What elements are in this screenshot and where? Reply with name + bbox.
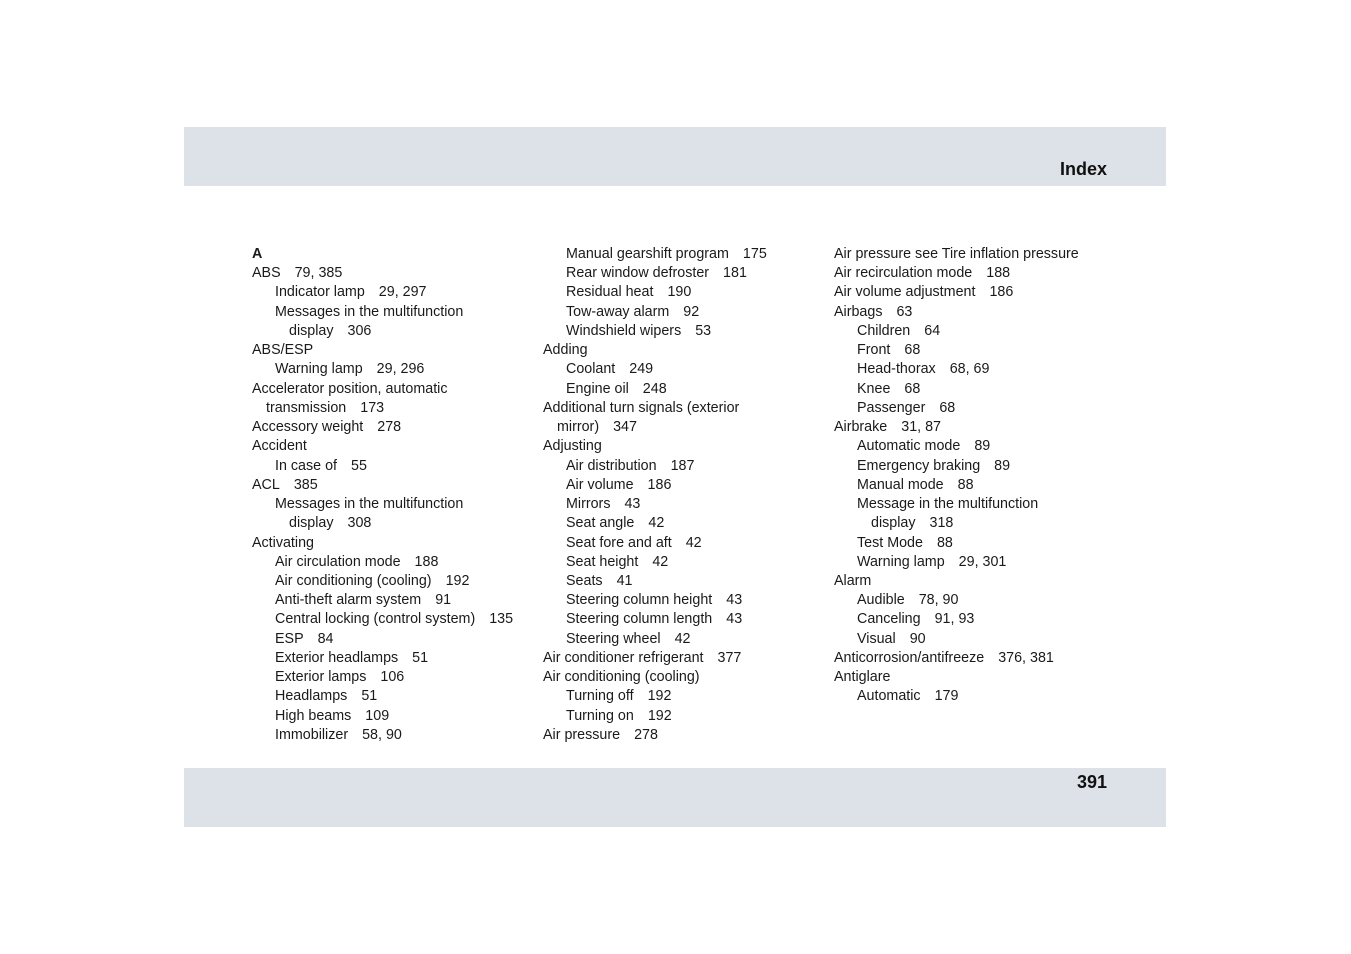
index-term: Air conditioner refrigerant bbox=[543, 649, 704, 666]
index-entry bbox=[543, 437, 767, 456]
index-term: Front bbox=[857, 342, 891, 359]
index-column-2 bbox=[543, 245, 767, 745]
index-page-ref: 190 bbox=[667, 284, 692, 301]
index-entry bbox=[252, 495, 513, 514]
index-entry bbox=[252, 726, 513, 745]
index-term: Rear window defroster bbox=[566, 265, 710, 282]
index-page-ref: 135 bbox=[489, 611, 514, 628]
index-term: Visual bbox=[857, 630, 896, 647]
index-page-ref: 42 bbox=[674, 630, 691, 647]
index-entry bbox=[252, 418, 513, 437]
index-page-ref: 192 bbox=[647, 707, 672, 724]
index-entry bbox=[252, 514, 513, 533]
index-page-ref: 186 bbox=[647, 476, 672, 493]
index-term: display bbox=[871, 515, 916, 532]
index-entry bbox=[543, 553, 767, 572]
index-term: Activating bbox=[252, 534, 314, 551]
index-page-ref: 84 bbox=[317, 630, 334, 647]
index-term: ESP bbox=[275, 630, 304, 647]
index-term: Anti-theft alarm system bbox=[275, 592, 422, 609]
index-entry bbox=[543, 264, 767, 283]
index-column-3 bbox=[834, 245, 1079, 707]
index-page-ref: 192 bbox=[445, 572, 470, 589]
index-term: Exterior headlamps bbox=[275, 649, 399, 666]
index-term: Air pressure bbox=[543, 726, 621, 743]
index-page-ref: 106 bbox=[380, 669, 405, 686]
index-entry bbox=[834, 534, 1079, 553]
index-page-ref: 42 bbox=[652, 553, 669, 570]
index-term: Steering column length bbox=[566, 611, 713, 628]
index-entry bbox=[543, 380, 767, 399]
index-page-ref: 68 bbox=[904, 342, 921, 359]
index-entry bbox=[543, 687, 767, 706]
index-page-ref: 89 bbox=[974, 438, 991, 455]
index-page-ref: 248 bbox=[642, 380, 667, 397]
index-term: display bbox=[289, 515, 334, 532]
index-entry bbox=[543, 610, 767, 629]
index-letter-heading bbox=[252, 245, 513, 264]
index-entry bbox=[834, 630, 1079, 649]
index-entry bbox=[252, 457, 513, 476]
index-term: ABS bbox=[252, 265, 281, 282]
index-term: Accessory weight bbox=[252, 419, 364, 436]
index-page-ref: 89 bbox=[994, 457, 1011, 474]
index-term: Turning on bbox=[566, 707, 634, 724]
index-entry bbox=[252, 707, 513, 726]
index-page-ref: 88 bbox=[936, 534, 953, 551]
index-page-ref: 186 bbox=[989, 284, 1014, 301]
index-entry bbox=[834, 341, 1079, 360]
index-page-ref: 41 bbox=[616, 572, 633, 589]
index-term: Air pressure see Tire inflation pressure bbox=[834, 246, 1079, 262]
index-term: Airbags bbox=[834, 303, 883, 320]
index-term: Seat angle bbox=[566, 515, 635, 532]
index-term: Mirrors bbox=[566, 496, 611, 513]
index-term: mirror) bbox=[557, 419, 600, 436]
index-page-ref: 55 bbox=[351, 457, 367, 474]
index-term: Tow-away alarm bbox=[566, 303, 670, 320]
index-entry bbox=[834, 553, 1079, 572]
index-term: Warning lamp bbox=[275, 361, 363, 378]
index-entry bbox=[543, 534, 767, 553]
index-term: Seat height bbox=[566, 553, 639, 570]
index-term: Air recirculation mode bbox=[834, 265, 973, 282]
index-entry bbox=[543, 341, 767, 360]
index-column-1 bbox=[252, 245, 513, 745]
index-page-ref: 187 bbox=[670, 457, 695, 474]
index-entry bbox=[834, 437, 1079, 456]
index-page-ref: 91 bbox=[435, 592, 452, 609]
index-term: Air distribution bbox=[566, 457, 657, 474]
index-term: Air conditioning (cooling) bbox=[275, 572, 432, 589]
index-entry bbox=[543, 476, 767, 495]
index-page-ref: 249 bbox=[629, 361, 654, 378]
index-page-ref: 188 bbox=[986, 265, 1011, 282]
index-page-ref: 109 bbox=[365, 707, 390, 724]
index-entry bbox=[543, 283, 767, 302]
index-entry bbox=[834, 303, 1079, 322]
index-entry bbox=[834, 668, 1079, 687]
index-page-ref: 51 bbox=[412, 649, 429, 666]
index-page-ref: 42 bbox=[648, 515, 665, 532]
index-page-ref: 31, 87 bbox=[901, 419, 941, 436]
index-page-ref: 377 bbox=[717, 649, 742, 666]
index-entry bbox=[252, 476, 513, 495]
index-term: Children bbox=[857, 322, 911, 339]
index-page-ref: 91, 93 bbox=[934, 611, 975, 628]
index-term: Headlamps bbox=[275, 688, 348, 705]
index-term: High beams bbox=[275, 707, 352, 724]
index-term: Manual gearshift program bbox=[566, 246, 729, 262]
index-term: Manual mode bbox=[857, 476, 944, 493]
index-entry bbox=[252, 668, 513, 687]
index-term: Messages in the multifunction bbox=[275, 303, 464, 320]
index-entry bbox=[834, 264, 1079, 283]
index-term: display bbox=[289, 322, 334, 339]
index-entry bbox=[543, 360, 767, 379]
index-term: Audible bbox=[857, 592, 905, 609]
index-entry bbox=[543, 707, 767, 726]
index-entry bbox=[252, 610, 513, 629]
index-entry bbox=[834, 283, 1079, 302]
index-term: Adjusting bbox=[543, 438, 602, 455]
index-entry bbox=[543, 572, 767, 591]
index-term: Steering wheel bbox=[566, 630, 661, 647]
index-page-ref: 192 bbox=[647, 688, 672, 705]
index-page-ref: 78, 90 bbox=[918, 592, 959, 609]
index-page-ref: 278 bbox=[377, 419, 402, 436]
index-page-ref: 173 bbox=[360, 399, 385, 416]
index-page-ref: 181 bbox=[723, 265, 747, 282]
index-entry bbox=[252, 303, 513, 322]
index-page-ref: 306 bbox=[347, 322, 372, 339]
header-band bbox=[184, 127, 1166, 186]
index-term: Indicator lamp bbox=[275, 284, 365, 301]
index-term: Airbrake bbox=[834, 419, 888, 436]
index-term: Central locking (control system) bbox=[275, 611, 476, 628]
index-term: Automatic mode bbox=[857, 438, 961, 455]
index-term: Additional turn signals (exterior bbox=[543, 399, 740, 416]
index-page-ref: 53 bbox=[695, 322, 712, 339]
index-page-ref: 68, 69 bbox=[949, 361, 990, 378]
index-entry bbox=[834, 399, 1079, 418]
index-entry bbox=[834, 495, 1079, 514]
index-term: Air volume adjustment bbox=[834, 284, 976, 301]
index-entry bbox=[543, 726, 767, 745]
index-entry bbox=[252, 399, 513, 418]
index-entry bbox=[252, 341, 513, 360]
index-term: Head-thorax bbox=[857, 361, 936, 378]
index-page-ref: 308 bbox=[347, 515, 372, 532]
index-entry bbox=[252, 264, 513, 283]
index-page-ref: 179 bbox=[934, 688, 959, 705]
index-term: Steering column height bbox=[566, 592, 713, 609]
index-entry bbox=[252, 687, 513, 706]
index-page-ref: 188 bbox=[414, 553, 439, 570]
index-term: Windshield wipers bbox=[566, 322, 682, 339]
index-entry bbox=[834, 591, 1079, 610]
index-page-ref: 51 bbox=[361, 688, 378, 705]
index-term: Knee bbox=[857, 380, 891, 397]
index-page-ref: 79, 385 bbox=[294, 265, 343, 282]
index-page-ref: 29, 301 bbox=[958, 553, 1007, 570]
index-entry bbox=[543, 245, 767, 264]
index-entry bbox=[543, 399, 767, 418]
index-entry bbox=[834, 649, 1079, 668]
index-entry bbox=[834, 380, 1079, 399]
index-page-ref: 43 bbox=[726, 611, 743, 628]
index-term: Message in the multifunction bbox=[857, 496, 1039, 513]
index-page-ref: 63 bbox=[896, 303, 913, 320]
index-term: Adding bbox=[543, 342, 588, 359]
index-entry bbox=[543, 322, 767, 341]
index-entry bbox=[252, 649, 513, 668]
index-page-ref: 29, 297 bbox=[378, 284, 427, 301]
index-entry bbox=[543, 591, 767, 610]
index-term: In case of bbox=[275, 457, 337, 474]
index-entry bbox=[834, 514, 1079, 533]
index-entry bbox=[834, 322, 1079, 341]
index-page-ref: 278 bbox=[634, 726, 658, 743]
index-entry bbox=[834, 476, 1079, 495]
index-term: Seats bbox=[566, 572, 603, 589]
index-entry bbox=[543, 418, 767, 437]
index-page-ref: 68 bbox=[939, 399, 956, 416]
page-number: 391 bbox=[1076, 772, 1107, 792]
index-term: A bbox=[252, 246, 263, 262]
index-page-ref: 68 bbox=[904, 380, 921, 397]
index-term: Air conditioning (cooling) bbox=[543, 669, 700, 686]
index-entry bbox=[834, 687, 1079, 706]
index-entry bbox=[543, 649, 767, 668]
page-title: Index bbox=[1059, 159, 1107, 179]
footer-band bbox=[184, 768, 1166, 827]
index-term: Coolant bbox=[566, 361, 616, 378]
index-term: Residual heat bbox=[566, 284, 654, 301]
index-entry bbox=[252, 630, 513, 649]
index-term: Emergency braking bbox=[857, 457, 981, 474]
index-page-ref: 88 bbox=[957, 476, 974, 493]
index-page-ref: 90 bbox=[909, 630, 926, 647]
index-term: Canceling bbox=[857, 611, 921, 628]
index-term: Passenger bbox=[857, 399, 926, 416]
index-page-ref: 376, 381 bbox=[998, 649, 1054, 666]
index-entry bbox=[834, 418, 1079, 437]
index-term: Test Mode bbox=[857, 534, 923, 551]
index-entry bbox=[834, 610, 1079, 629]
index-entry bbox=[252, 437, 513, 456]
index-entry bbox=[543, 630, 767, 649]
index-term: Turning off bbox=[566, 688, 634, 705]
index-term: Engine oil bbox=[566, 380, 629, 397]
index-entry bbox=[834, 457, 1079, 476]
index-entry bbox=[543, 495, 767, 514]
index-entry bbox=[834, 245, 1079, 264]
index-entry bbox=[543, 303, 767, 322]
index-page-ref: 43 bbox=[624, 496, 641, 513]
index-page-ref: 318 bbox=[929, 515, 954, 532]
index-page-ref: 42 bbox=[685, 534, 702, 551]
index-term: transmission bbox=[266, 399, 347, 416]
index-entry bbox=[252, 322, 513, 341]
index-entry bbox=[543, 514, 767, 533]
index-term: Exterior lamps bbox=[275, 669, 367, 686]
index-term: Air circulation mode bbox=[275, 553, 401, 570]
index-term: Immobilizer bbox=[275, 726, 349, 743]
index-entry bbox=[252, 380, 513, 399]
index-page-ref: 385 bbox=[293, 476, 318, 493]
index-entry bbox=[252, 591, 513, 610]
index-term: Accident bbox=[252, 438, 307, 455]
index-term: Messages in the multifunction bbox=[275, 496, 464, 513]
index-term: ACL bbox=[252, 476, 280, 493]
index-entry bbox=[252, 283, 513, 302]
index-term: Anticorrosion/antifreeze bbox=[834, 649, 985, 666]
index-term: Antiglare bbox=[834, 669, 891, 686]
index-term: Alarm bbox=[834, 572, 872, 589]
index-page-ref: 175 bbox=[742, 246, 767, 262]
index-page-ref: 92 bbox=[683, 303, 700, 320]
index-term: Accelerator position, automatic bbox=[252, 380, 448, 397]
index-page-ref: 58, 90 bbox=[362, 726, 402, 743]
index-term: Automatic bbox=[857, 688, 921, 705]
index-entry bbox=[834, 572, 1079, 591]
index-entry bbox=[252, 553, 513, 572]
index-entry bbox=[252, 572, 513, 591]
index-entry bbox=[252, 534, 513, 553]
index-entry bbox=[543, 668, 767, 687]
index-term: Warning lamp bbox=[857, 553, 945, 570]
index-entry bbox=[543, 457, 767, 476]
index-entry bbox=[252, 360, 513, 379]
index-term: ABS/ESP bbox=[252, 342, 314, 359]
index-page-ref: 43 bbox=[726, 592, 743, 609]
index-page-ref: 347 bbox=[613, 419, 637, 436]
index-entry bbox=[834, 360, 1079, 379]
index-page-ref: 64 bbox=[924, 322, 941, 339]
index-term: Air volume bbox=[566, 476, 634, 493]
index-page-ref: 29, 296 bbox=[376, 361, 425, 378]
index-term: Seat fore and aft bbox=[566, 534, 672, 551]
